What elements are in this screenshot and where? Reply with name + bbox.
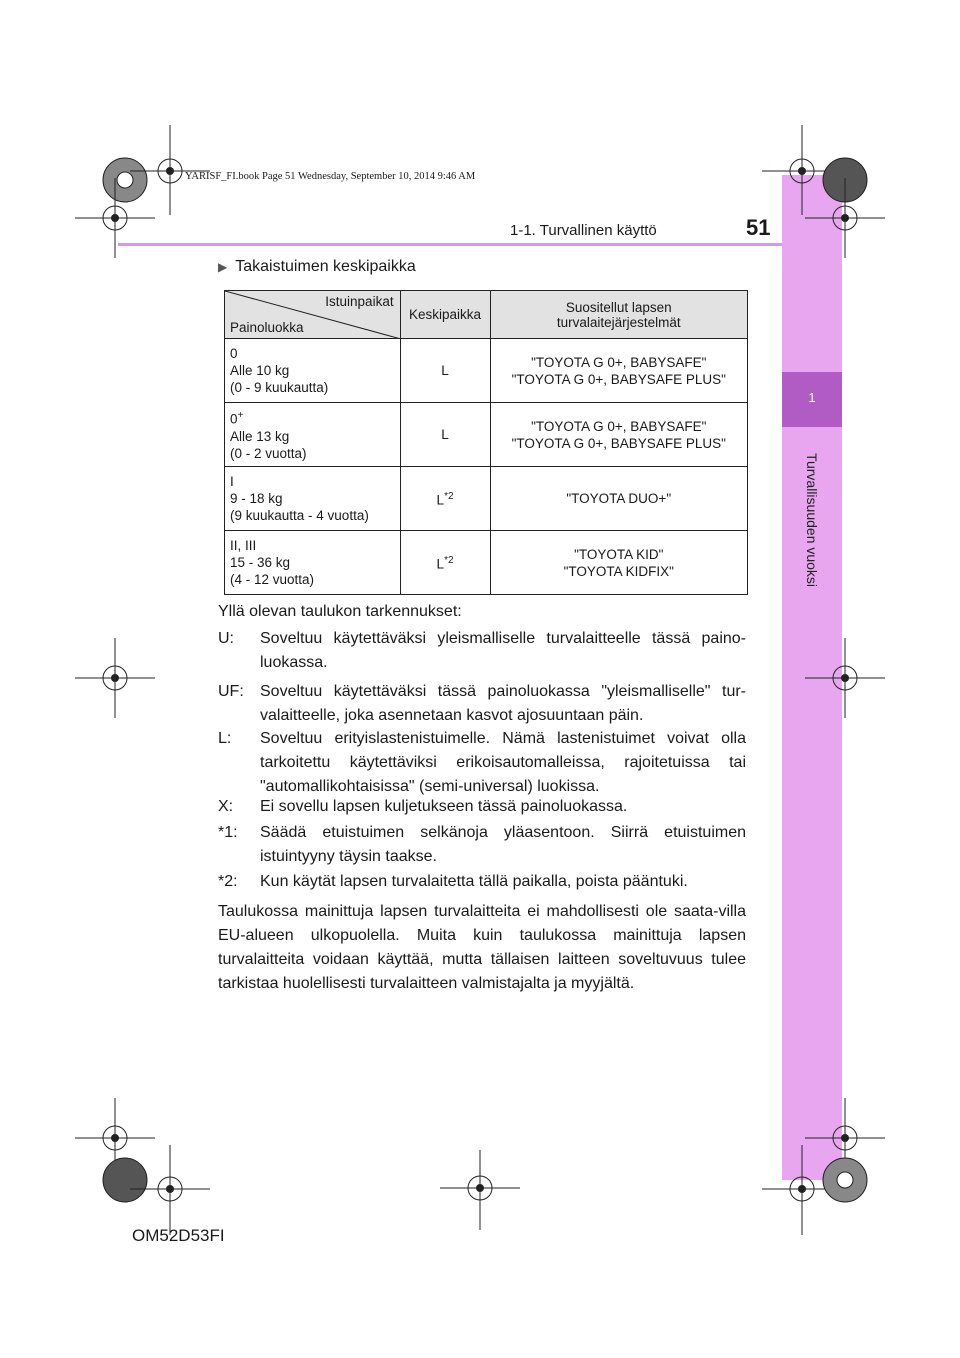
note-text: Soveltuu käytettäväksi yleismalliselle turvalaitteelle tässä paino-luokassa. <box>260 630 746 671</box>
table-row <box>225 531 748 595</box>
book-info: YARISF_FI.book Page 51 Wednesday, September 10, 2014 9:46 AM <box>185 171 476 182</box>
header-rec-line2: turvalaitejärjestelmät <box>556 314 681 330</box>
weight-label: Alle 13 kg <box>230 428 290 444</box>
note-u <box>218 627 746 675</box>
note-key: *1: <box>218 824 238 841</box>
class-label: 0 <box>230 411 238 427</box>
recommended-cell <box>490 467 748 531</box>
footnote-ref: *2 <box>444 491 454 503</box>
recommended-cell <box>490 403 748 467</box>
page-number: 51 <box>746 215 771 240</box>
note-l <box>218 727 746 799</box>
crosshair-mark-icon <box>440 1150 520 1230</box>
header-title: 1-1. Turvallinen käyttö <box>510 222 657 239</box>
seat-value: L <box>436 556 445 572</box>
weight-class-cell <box>225 339 401 403</box>
note-key: *2: <box>218 873 238 890</box>
note-uf <box>218 680 746 728</box>
body-paragraph: Taulukossa mainittuja lapsen turvalaitteita ei mahdollisesti ole saata-villa EU-alueen ulkopuolella. Muita kuin taulukossa mainittuja lapsen turvalaitteita voidaan käyttää, mutta tällaisen laitteen soveltuvuus tulee tarkistaa huolellisesti turvalaitteen valmistajalta ja myyjältä. <box>218 903 746 992</box>
seat-cell <box>400 531 490 595</box>
table-header-row <box>225 291 748 339</box>
age-label: (0 - 9 kuukautta) <box>230 380 329 395</box>
rec-line: "TOYOTA G 0+, BABYSAFE PLUS" <box>511 435 726 451</box>
header-seat-positions: Istuinpaikat <box>325 294 394 309</box>
header-recommended-systems <box>490 291 748 339</box>
section-title <box>218 258 416 276</box>
class-label: I <box>230 474 234 489</box>
crosshair-mark-icon <box>805 638 885 718</box>
note-text: Soveltuu erityislastenistuimelle. Nämä lastenistuimet voivat olla tarkoitettu käytettäviksi erikoisautomalleissa, rajoitetuissa tai "automallikohtaisissa" (semi-universal) luokissa. <box>260 730 746 795</box>
child-seat-table <box>224 290 748 595</box>
seat-value: L <box>441 363 449 378</box>
table-row <box>225 467 748 531</box>
rec-line: "TOYOTA G 0+, BABYSAFE" <box>531 354 707 370</box>
age-label: (4 - 12 vuotta) <box>230 572 315 587</box>
note-key: UF: <box>218 683 244 700</box>
weight-label: 9 - 18 kg <box>230 491 283 506</box>
header-center-seat: Keskipaikka <box>400 291 490 339</box>
header-divider <box>118 243 782 246</box>
age-label: (0 - 2 vuotta) <box>230 445 307 461</box>
rec-line: "TOYOTA G 0+, BABYSAFE" <box>531 418 707 434</box>
note-text: Kun käytät lapsen turvalaitetta tällä paikalla, poista pääntuki. <box>260 873 688 890</box>
note-footnote-1 <box>218 821 746 869</box>
class-label: 0 <box>230 346 238 361</box>
weight-label: Alle 10 kg <box>230 363 290 378</box>
crosshair-mark-icon <box>805 178 885 258</box>
weight-label: 15 - 36 kg <box>230 555 291 570</box>
rec-line: "TOYOTA G 0+, BABYSAFE PLUS" <box>511 371 726 387</box>
note-text: Säädä etuistuimen selkänoja yläasentoon. Siirrä etuistuimen istuintyyny täysin taakse. <box>260 824 746 865</box>
chapter-number: 1 <box>808 390 816 405</box>
class-label: II, III <box>230 538 257 553</box>
seat-value: L <box>436 492 445 508</box>
note-text: Ei sovellu lapsen kuljetukseen tässä painoluokassa. <box>260 798 628 815</box>
notes-intro: Yllä olevan taulukon tarkennukset: <box>218 603 462 620</box>
note-key: X: <box>218 798 234 815</box>
rec-line: "TOYOTA DUO+" <box>566 491 672 506</box>
rec-line: "TOYOTA KIDFIX" <box>563 563 674 579</box>
note-key: L: <box>218 730 232 747</box>
rec-line: "TOYOTA KID" <box>574 546 664 562</box>
recommended-cell <box>490 339 748 403</box>
note-footnote-2 <box>218 870 746 894</box>
registration-mark-icon <box>815 1150 875 1210</box>
seat-cell <box>400 339 490 403</box>
triangle-bullet-icon: ▶ <box>218 260 228 274</box>
table-row <box>225 339 748 403</box>
table-row <box>225 403 748 467</box>
diagonal-header-cell <box>225 291 401 339</box>
note-key: U: <box>218 630 234 647</box>
note-text: Soveltuu käytettäväksi tässä painoluokassa "yleismalliselle" tur-valaitteelle, joka asennetaan kasvot ajosuuntaan päin. <box>260 683 746 724</box>
seat-cell <box>400 467 490 531</box>
class-superscript: + <box>237 410 244 422</box>
header-weight-class: Painoluokka <box>230 320 304 335</box>
chapter-title: Turvallisuuden vuoksi <box>804 452 820 588</box>
section-title-text: Takaistuimen keskipaikka <box>235 258 416 275</box>
weight-class-cell <box>225 403 401 467</box>
weight-class-cell <box>225 467 401 531</box>
weight-class-cell <box>225 531 401 595</box>
footnote-ref: *2 <box>444 555 454 567</box>
age-label: (9 kuukautta - 4 vuotta) <box>230 508 369 523</box>
footer-code: OM52D53FI <box>132 1226 225 1245</box>
crosshair-mark-icon <box>75 638 155 718</box>
crosshair-mark-icon <box>130 1145 210 1235</box>
seat-cell <box>400 403 490 467</box>
seat-value: L <box>441 427 449 442</box>
header-rec-line1: Suositellut lapsen <box>565 299 672 315</box>
note-x <box>218 795 746 819</box>
crosshair-mark-icon <box>75 178 155 258</box>
recommended-cell <box>490 531 748 595</box>
